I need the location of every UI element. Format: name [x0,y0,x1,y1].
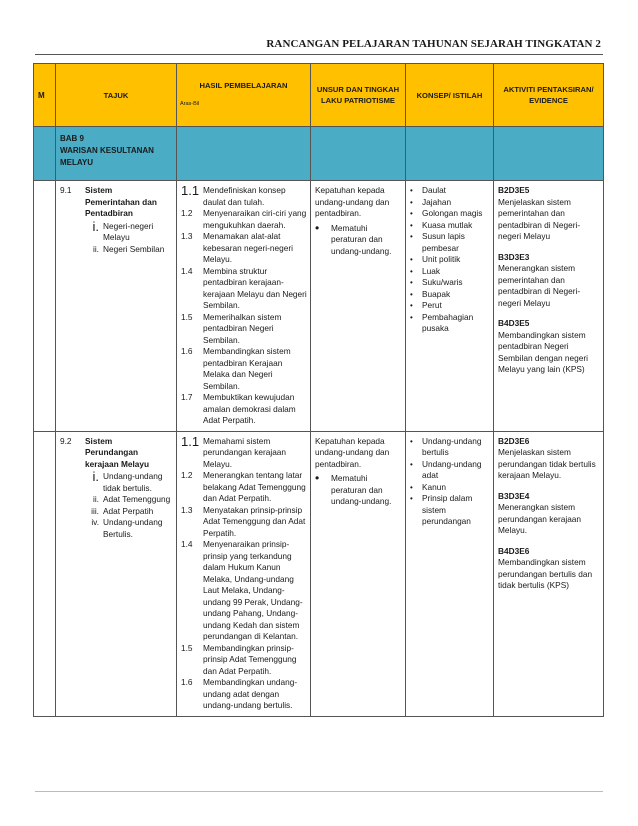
list-item: • Undang-undang adat [410,458,482,480]
list-item: 1.1 Memahami sistem perundangan kerajaan Melayu. [181,433,287,469]
list-item: • Golongan magis [410,208,483,218]
list-item: 1.4 Membina struktur pentadbiran kerajaan-kerajaan Melayu dan Negeri Sembilan. [181,265,307,310]
list-item: • Jajahan [410,196,452,207]
header-aras: Aras-Bil [180,101,200,107]
list-item: • Mematuhi peraturan dan undang-undang. [315,220,392,256]
list-item: • Buapak [410,288,451,299]
konsep-cell [406,431,494,716]
bullet-icon: • [410,266,413,276]
bab-name: WARISAN KESULTANAN MELAYU [60,146,154,167]
list-item: • Kuasa mutlak [410,219,473,230]
page-header [0,0,638,60]
list-item: • Perut [410,300,442,310]
list-item: 1.6 Membandingkan undang-undang adat dengan undang-undang bertulis. [181,677,298,710]
table-row [34,181,604,432]
list-item: i. Negeri-negeri Melayu [92,218,154,242]
tajuk-cell [56,431,177,716]
aktiviti-cell [494,431,604,716]
list-item: B4D3E6 Membandingkan sistem perundangan bertulis dan tidak bertulis (KPS) [498,545,593,590]
unsur-cell [311,181,406,432]
unsur-intro: Kepatuhan kepada undang-undang dan pentadbiran. [315,435,390,469]
row-m [34,181,56,432]
aktiviti-cell [494,181,604,432]
bab-number: BAB 9 [60,134,85,143]
list-item: i. Undang-undang tidak bertulis. [92,469,163,493]
list-item: B2D3E6 Menjelaskan sistem perundangan tidak bertulis kerajaan Melayu. [498,435,596,480]
topic-title: Sistem Pemerintahan dan Pentadbiran [85,185,157,218]
list-item: • Daulat [410,185,446,195]
bab-blank [311,127,406,181]
bab-blank [494,127,604,181]
list-item: ii. Negeri Sembilan [93,243,165,254]
bullet-icon: • [410,209,413,218]
bullet-icon: • [315,220,320,235]
header-aktiviti: AKTIVITI PENTAKSIRAN/ EVIDENCE [494,64,604,127]
bab-blank [406,127,494,181]
document-title: RANCANGAN PELAJARAN TAHUNAN SEJARAH TINGKATAN 2 [266,38,601,50]
list-item: iv. Undang-undang Bertulis. [91,517,163,539]
hasil-cell [177,181,311,432]
list-item: 1.2 Menyenaraikan ciri-ciri yang mengukuhkan daerah. [181,208,307,230]
sub-topics [85,471,173,540]
bullet-icon: • [410,494,413,503]
header-rule [35,54,603,55]
list-item: B3D3E3 Menerangkan sistem pemerintahan dan pentadbiran di Negeri-negeri Melayu [498,251,581,308]
footer-rule [35,791,603,792]
header-konsep: KONSEP/ ISTILAH [406,64,494,127]
list-item: 1.2 Menerangkan tentang latar belakang Adat Temenggung dan Adat Perpatih. [181,470,306,503]
header-hasil-label: HASIL PEMBELAJARAN [199,81,288,90]
hasil-cell [177,431,311,716]
bullet-icon: • [410,482,413,492]
list-item: 1.3 Menyatakan prinsip-prinsip Adat Temenggung dan Adat Perpatih. [181,504,306,538]
list-item: 1.5 Membandingkan prinsip-prinsip Adat Temenggung dan Adat Perpatih. [181,642,297,676]
list-item: 1.4 Menyenaraikan prinsip-prinsip yang terkandung dalam Hukum Kanun Melaka, Undang-undang Laut Melaka, Undang-undang 99 Perak, Undang-undang Pahang, Undang-undang Kedah dan sistem perundangan di Kelantan. [181,539,303,641]
header-tajuk: TAJUK [56,64,177,127]
bab-title [56,127,177,181]
topic-number: 9.2 [60,435,72,446]
bab-row [34,127,604,181]
list-item: ii. Adat Temenggung [93,494,171,504]
list-item: • Mematuhi peraturan dan undang-undang. [315,471,392,506]
unsur-intro: Kepatuhan kepada undang-undang dan pentadbiran. [315,185,390,218]
list-item: B2D3E5 Menjelaskan sistem pemerintahan dan pentadbiran di Negeri-negeri Melayu [498,185,581,241]
sub-topics [85,218,173,256]
list-item: • Prinsip dalam sistem perundangan [410,493,473,526]
row-m [34,431,56,716]
list-item: B4D3E5 Membandingkan sistem pentadbiran Negeri Sembilan dengan negeri Melayu yang lain (KPS) [498,318,588,374]
bullet-icon: • [410,459,413,469]
list-item: • Suku/waris [410,277,463,287]
header-unsur: UNSUR DAN TINGKAH LAKU PATRIOTISME [311,64,406,127]
bullet-icon: • [410,232,413,241]
topic-number: 9.1 [60,185,72,195]
bullet-icon: • [410,255,413,264]
header-m: M [34,64,56,127]
list-item: 1.5 Memerihalkan sistem pentadbiran Negeri Sembilan. [181,311,282,345]
list-item: • Susun lapis pembesar [410,231,465,253]
list-item: iii. Adat Perpatih [91,505,154,516]
bullet-icon: • [410,197,413,207]
list-item: • Pembahagian pusaka [410,311,474,333]
bab-blank [177,127,311,181]
list-item: • Luak [410,265,440,276]
unsur-cell [311,431,406,716]
header-hasil [177,64,311,127]
bullet-icon: • [410,220,413,230]
tajuk-cell [56,181,177,432]
list-item: • Unit politik [410,254,461,264]
list-item: • Undang-undang bertulis [410,435,482,457]
list-item: 1.7 Membuktikan kewujudan amalan demokrasi dalam Adat Perpatih. [181,392,296,425]
bullet-icon: • [410,186,413,195]
list-item: 1.6 Membandingkan sistem pentadbiran Kerajaan Melaka dan Negeri Sembilan. [181,346,291,391]
bullet-icon: • [410,289,413,299]
list-item: 1.3 Menamakan alat-alat kebesaran negeri-negeri Melayu. [181,231,293,264]
bullet-icon: • [315,471,320,485]
table-header-row [34,64,604,127]
bullet-icon: • [410,312,413,322]
list-item: 1.1 Mendefiniskan konsep daulat dan tulah. [181,183,286,207]
bullet-icon: • [410,278,413,287]
bab-blank [34,127,56,181]
topic-title: Sistem Perundangan kerajaan Melayu [85,435,150,469]
list-item: • Kanun [410,481,446,492]
bullet-icon: • [410,301,413,310]
konsep-cell [406,181,494,432]
list-item: B3D3E4 Menerangkan sistem perundangan kerajaan Melayu. [498,490,582,535]
table-row [34,431,604,716]
bullet-icon: • [410,436,413,446]
lesson-plan-table [33,63,604,717]
